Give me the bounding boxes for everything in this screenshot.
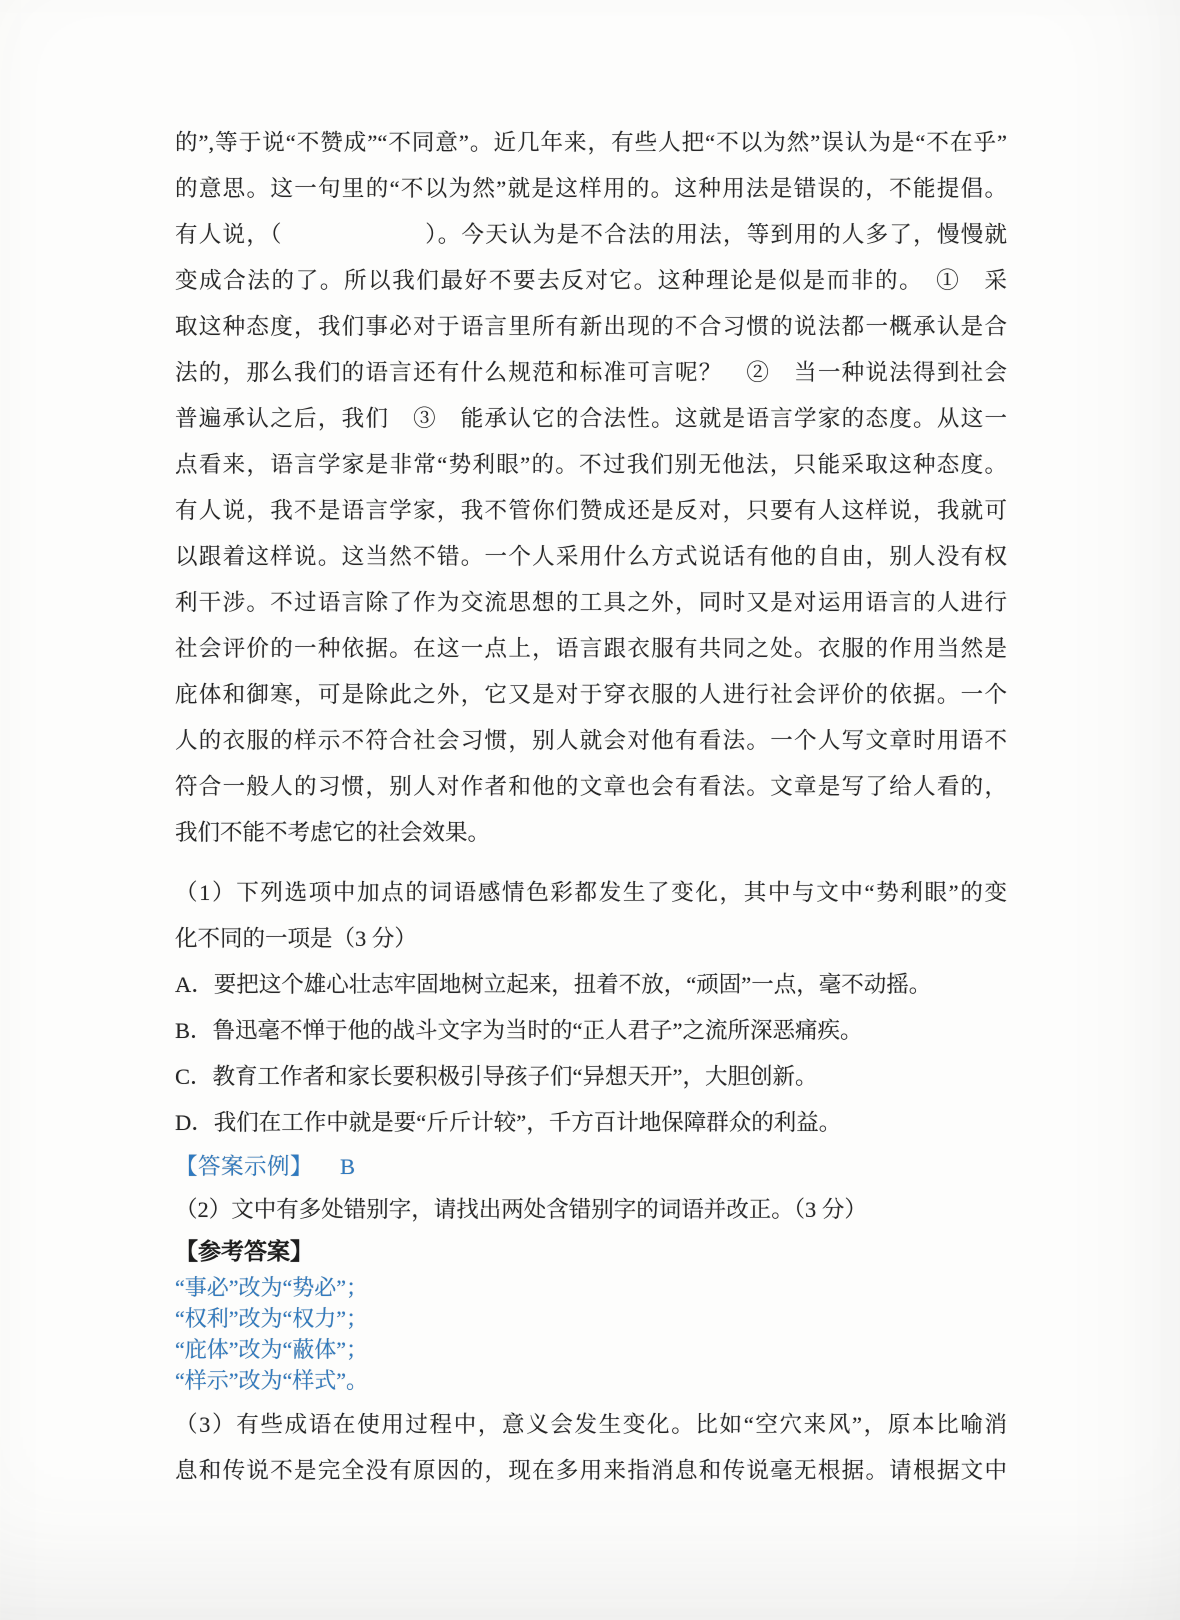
question-1-line: （1）下列选项中加点的词语感情色彩都发生了变化，其中与文中“势利眼”的变: [175, 880, 1007, 905]
passage-line: 取这种态度，我们事必对于语言里所有新出现的不合习惯的说法都一概承认是合: [175, 314, 1007, 339]
reference-answer: [175, 1232, 1007, 1396]
question-3-line: 息和传说不是完全没有原因的，现在多用来指消息和传说毫无根据。请根据文中: [175, 1458, 1007, 1483]
reference-answer-item: “庇体”改为“蔽体”；: [175, 1337, 369, 1362]
passage-line: 我们不能不考虑它的社会效果。: [175, 820, 491, 845]
question-3-line: （3）有些成语在使用过程中，意义会发生变化。比如“空穴来风”，原本比喻消: [175, 1412, 1007, 1437]
passage-line: 有人说，我不是语言学家，我不管你们赞成还是反对，只要有人这样说，我就可: [175, 498, 1007, 523]
answer-example-row: [175, 1146, 1007, 1188]
passage-line: 以跟着这样说。这当然不错。一个人采用什么方式说话有他的自由，别人没有权: [175, 544, 1007, 569]
passage-line: 有人说，（ ）。今天认为是不合法的用法，等到用的人多了，慢慢就: [175, 222, 1007, 247]
question-1-options: [175, 962, 1007, 1146]
answer-example-value: B: [340, 1154, 356, 1179]
option-line: C．教育工作者和家长要积极引导孩子们“异想天开”，大胆创新。: [175, 1064, 818, 1089]
passage-text: [175, 120, 1007, 856]
passage-line: 符合一般人的习惯，别人对作者和他的文章也会有看法。文章是写了给人看的，: [175, 774, 1007, 799]
question-3: [175, 1402, 1007, 1494]
passage-line: 人的衣服的样示不符合社会习惯，别人就会对他有看法。一个人写文章时用语不: [175, 728, 1007, 753]
passage-line: 的”,等于说“不赞成”“不同意”。近几年来，有些人把“不以为然”误认为是“不在乎”: [175, 130, 1007, 155]
answer-example-label: 【答案示例】: [175, 1154, 314, 1179]
reference-answer-item: “样示”改为“样式”。: [175, 1368, 369, 1393]
reference-answer-item: “权利”改为“权力”；: [175, 1306, 369, 1331]
passage-line: 法的，那么我们的语言还有什么规范和标准可言呢？ ② 当一种说法得到社会: [175, 360, 1007, 385]
question-2: [175, 1188, 1007, 1232]
passage-line: 利干涉。不过语言除了作为交流思想的工具之外，同时又是对运用语言的人进行: [175, 590, 1007, 615]
question-2-text: （2）文中有多处错别字，请找出两处含错别字的词语并改正。（3 分）: [175, 1197, 867, 1222]
reference-answer-items: [175, 1272, 1007, 1396]
passage-line: 点看来，语言学家是非常“势利眼”的。不过我们别无他法，只能采取这种态度。: [175, 452, 1007, 477]
reference-answer-heading: 【参考答案】: [175, 1239, 313, 1264]
question-1-text: [175, 870, 1007, 962]
passage-line: 普遍承认之后，我们 ③ 能承认它的合法性。这就是语言学家的态度。从这一: [175, 406, 1007, 431]
passage-line: 庇体和御寒，可是除此之外，它又是对于穿衣服的人进行社会评价的依据。一个: [175, 682, 1007, 707]
option-line: B．鲁迅毫不惮于他的战斗文字为当时的“正人君子”之流所深恶痛疾。: [175, 1018, 863, 1043]
question-1-line: 化不同的一项是（3 分）: [175, 926, 417, 951]
option-line: A．要把这个雄心壮志牢固地树立起来，扭着不放，“顽固”一点，毫不动摇。: [175, 972, 932, 997]
option-line: D．我们在工作中就是要“斤斤计较”，千方百计地保障群众的利益。: [175, 1110, 842, 1135]
passage-line: 变成合法的了。所以我们最好不要去反对它。这种理论是似是而非的。 ① 采: [175, 268, 1007, 293]
passage-line: 社会评价的一种依据。在这一点上，语言跟衣服有共同之处。衣服的作用当然是: [175, 636, 1007, 661]
page-content: [175, 120, 1007, 1494]
passage-line: 的意思。这一句里的“不以为然”就是这样用的。这种用法是错误的，不能提倡。: [175, 176, 1007, 201]
question-1: [175, 870, 1007, 1146]
reference-answer-item: “事必”改为“势必”；: [175, 1275, 369, 1300]
